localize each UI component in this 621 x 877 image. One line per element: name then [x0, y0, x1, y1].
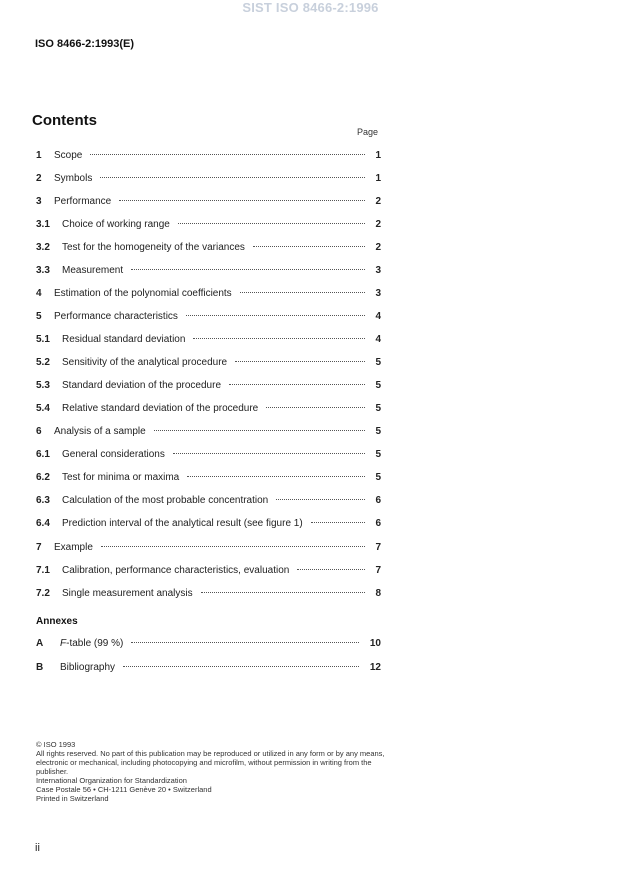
- dot-leader: [276, 499, 365, 500]
- toc-entry-number: 5.1: [36, 334, 50, 345]
- dot-leader: [187, 476, 365, 477]
- toc-entry-number: 7.2: [36, 588, 50, 599]
- dot-leader: [240, 292, 365, 293]
- dot-leader: [201, 592, 365, 593]
- toc-entry-page: 2: [375, 196, 381, 207]
- annex-entry[interactable]: [36, 662, 381, 678]
- toc-entry-number: 5.4: [36, 403, 50, 414]
- annex-letter: B: [36, 662, 44, 673]
- toc-entry-title: Example: [54, 542, 93, 553]
- page-number: ii: [35, 842, 40, 854]
- toc-entry-number: 6.4: [36, 518, 50, 529]
- toc-entry-title: Standard deviation of the procedure: [62, 380, 221, 391]
- toc-entry-title: Measurement: [62, 265, 124, 276]
- dot-leader: [131, 642, 359, 643]
- toc-entry[interactable]: [36, 196, 381, 212]
- toc-entry-title: Choice of working range: [62, 219, 170, 230]
- toc-entry[interactable]: [36, 311, 381, 327]
- toc-entry[interactable]: [36, 242, 381, 258]
- dot-leader: [193, 338, 365, 339]
- toc-entry[interactable]: [36, 334, 381, 350]
- toc-entry[interactable]: [36, 288, 381, 304]
- organization-name: International Organization for Standardization: [36, 776, 187, 785]
- dot-leader: [100, 177, 365, 178]
- toc-entry[interactable]: [36, 403, 381, 419]
- toc-entry-number: 5.2: [36, 357, 50, 368]
- toc-entry[interactable]: [36, 219, 381, 235]
- annex-page: 10: [369, 638, 381, 649]
- toc-entry-number: 3.1: [36, 219, 50, 230]
- dot-leader: [311, 522, 365, 523]
- toc-entry-page: 2: [375, 219, 381, 230]
- toc-entry-page: 1: [375, 150, 381, 161]
- dot-leader: [186, 315, 365, 316]
- dot-leader: [119, 200, 365, 201]
- annex-title: F-table (99 %): [60, 638, 124, 649]
- toc-entry-page: 4: [375, 311, 381, 322]
- toc-entry-number: 3: [36, 196, 42, 207]
- printed-in: Printed in Switzerland: [36, 794, 109, 803]
- toc-entry[interactable]: [36, 565, 381, 581]
- dot-leader: [266, 407, 365, 408]
- toc-entry-number: 1: [36, 150, 42, 161]
- toc-entry-page: 2: [375, 242, 381, 253]
- toc-entry[interactable]: [36, 426, 381, 442]
- toc-entry-number: 4: [36, 288, 42, 299]
- toc-entry-page: 8: [375, 588, 381, 599]
- toc-entry-number: 7: [36, 542, 42, 553]
- dot-leader: [297, 569, 365, 570]
- copyright-line: © ISO 1993: [36, 740, 76, 749]
- toc-entry-page: 5: [375, 357, 381, 368]
- annexes-heading: Annexes: [36, 616, 78, 627]
- toc-entry-title: Estimation of the polynomial coefficients: [54, 288, 232, 299]
- dot-leader: [101, 546, 365, 547]
- toc-entry-title: Prediction interval of the analytical result (see figure 1): [62, 518, 303, 529]
- organization-address: Case Postale 56 • CH-1211 Genève 20 • Switzerland: [36, 785, 212, 794]
- dot-leader: [123, 666, 359, 667]
- toc-entry-title: Sensitivity of the analytical procedure: [62, 357, 228, 368]
- toc-entry-title: Residual standard deviation: [62, 334, 186, 345]
- toc-entry-number: 6.3: [36, 495, 50, 506]
- toc-entry-title: Test for the homogeneity of the variances: [62, 242, 245, 253]
- toc-entry-page: 3: [375, 288, 381, 299]
- annex-letter: A: [36, 638, 44, 649]
- dot-leader: [229, 384, 365, 385]
- standard-identifier: ISO 8466-2:1993(E): [35, 38, 135, 50]
- toc-entry[interactable]: [36, 150, 381, 166]
- toc-entry-number: 5.3: [36, 380, 50, 391]
- toc-entry-number: 6: [36, 426, 42, 437]
- toc-entry-title: Test for minima or maxima: [62, 472, 180, 483]
- toc-entry-number: 5: [36, 311, 42, 322]
- toc-entry-title: Performance characteristics: [54, 311, 178, 322]
- dot-leader: [173, 453, 365, 454]
- toc-entry-title: Single measurement analysis: [62, 588, 193, 599]
- toc-entry[interactable]: [36, 357, 381, 373]
- toc-entry[interactable]: [36, 472, 381, 488]
- dot-leader: [131, 269, 365, 270]
- page-column-label: Page: [357, 127, 379, 137]
- toc-entry[interactable]: [36, 518, 381, 534]
- toc-entry[interactable]: [36, 265, 381, 281]
- toc-entry-title: Calculation of the most probable concentration: [62, 495, 269, 506]
- toc-entry-page: 6: [375, 518, 381, 529]
- toc-entry-page: 7: [375, 542, 381, 553]
- dot-leader: [154, 430, 365, 431]
- toc-entry[interactable]: [36, 449, 381, 465]
- toc-entry-page: 5: [375, 380, 381, 391]
- toc-entry-page: 5: [375, 449, 381, 460]
- dot-leader: [90, 154, 365, 155]
- dot-leader: [235, 361, 365, 362]
- toc-entry-page: 5: [375, 403, 381, 414]
- toc-entry[interactable]: [36, 542, 381, 558]
- toc-entry-number: 6.1: [36, 449, 50, 460]
- annex-page: 12: [369, 662, 381, 673]
- copyright-notice: [36, 740, 386, 803]
- toc-entry-page: 1: [375, 173, 381, 184]
- toc-entry-title: Performance: [54, 196, 112, 207]
- toc-entry-title: Analysis of a sample: [54, 426, 146, 437]
- toc-entry-page: 6: [375, 495, 381, 506]
- toc-entry-page: 5: [375, 426, 381, 437]
- toc-entry-number: 3.2: [36, 242, 50, 253]
- toc-entry[interactable]: [36, 588, 381, 604]
- rights-notice: All rights reserved. No part of this publication may be reproduced or utilized in any form or by any means, electronic or mechanical, including photocopying and microfilm, without permission in writing from the publisher.: [36, 749, 385, 776]
- toc-entry-number: 7.1: [36, 565, 50, 576]
- toc-entry-page: 5: [375, 472, 381, 483]
- toc-entry-number: 3.3: [36, 265, 50, 276]
- toc-entry-number: 2: [36, 173, 42, 184]
- annex-entry[interactable]: [36, 638, 381, 654]
- toc-entry[interactable]: [36, 495, 381, 511]
- toc-entry-title: Relative standard deviation of the procedure: [62, 403, 259, 414]
- watermark: SIST ISO 8466-2:1996: [242, 0, 379, 15]
- toc-entry-title: General considerations: [62, 449, 165, 460]
- toc-entry-page: 7: [375, 565, 381, 576]
- toc-entry[interactable]: [36, 173, 381, 189]
- toc-entry-title: Symbols: [54, 173, 93, 184]
- dot-leader: [178, 223, 365, 224]
- annex-title: Bibliography: [60, 662, 116, 673]
- toc-entry-number: 6.2: [36, 472, 50, 483]
- toc-entry-title: Scope: [54, 150, 83, 161]
- toc-entry-title: Calibration, performance characteristics, evaluation: [62, 565, 290, 576]
- dot-leader: [253, 246, 365, 247]
- toc-entry-page: 3: [375, 265, 381, 276]
- contents-title: Contents: [32, 112, 97, 129]
- toc-entry[interactable]: [36, 380, 381, 396]
- toc-entry-page: 4: [375, 334, 381, 345]
